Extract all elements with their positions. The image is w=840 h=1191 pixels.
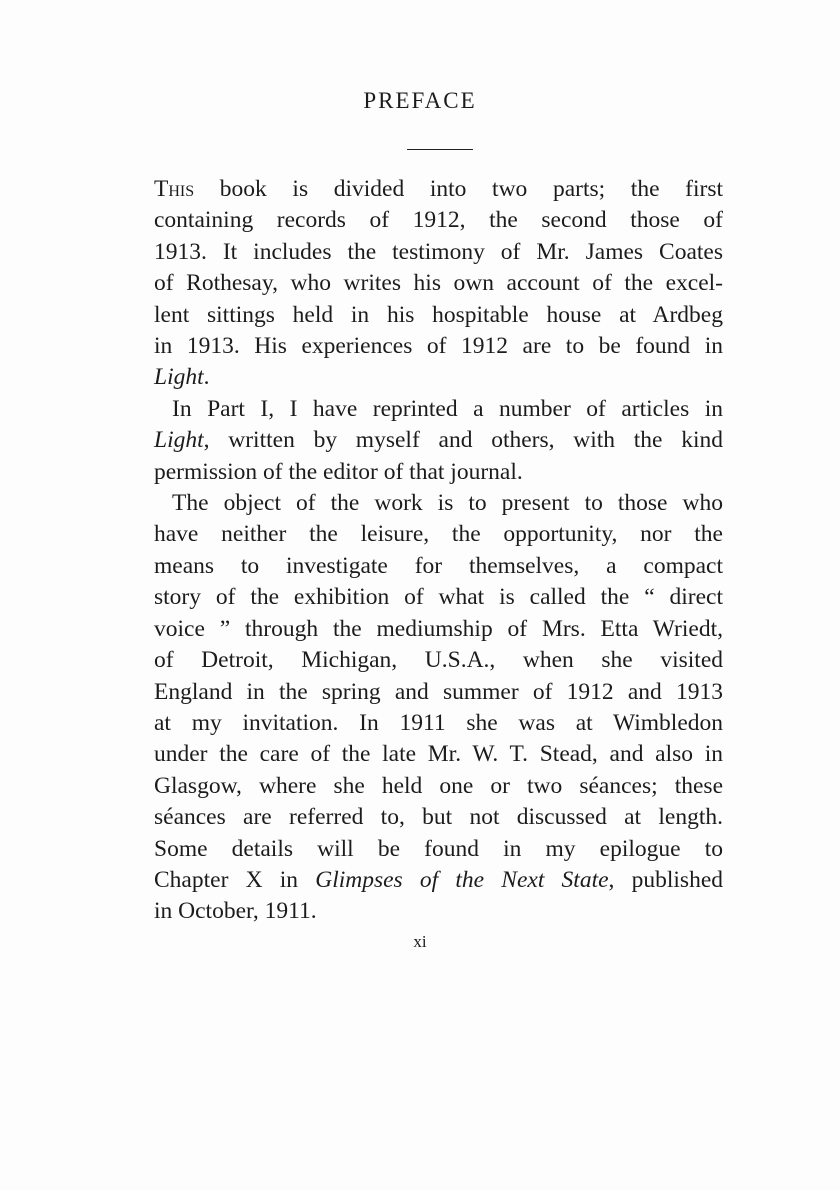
text-run: permission of the editor of that journal. xyxy=(154,458,523,485)
text-line xyxy=(154,394,723,425)
text-line xyxy=(154,645,723,676)
preface-body xyxy=(154,174,723,928)
text-line xyxy=(154,802,723,833)
italic-text: Light xyxy=(154,364,204,391)
text-line xyxy=(154,708,723,739)
text-run: , published xyxy=(608,866,724,893)
text-run: Glasgow, where she held one or two séances; these xyxy=(154,772,723,799)
text-run: lent sittings held in his hospitable house at Ardbeg xyxy=(154,301,723,328)
text-run: story of the exhibition of what is called the “ direct xyxy=(154,584,723,611)
text-run: means to investigate for themselves, a compact xyxy=(154,552,723,579)
paragraph xyxy=(154,174,723,394)
text-run: séances are referred to, but not discussed at length. xyxy=(154,804,723,831)
text-run: 1913. It includes the testimony of Mr. James Coates xyxy=(154,238,723,265)
text-line xyxy=(154,362,723,393)
text-line xyxy=(154,582,723,613)
text-run: under the care of the late Mr. W. T. Stead, and also in xyxy=(154,741,723,768)
text-line xyxy=(154,331,723,362)
text-run: at my invitation. In 1911 she was at Wimbledon xyxy=(154,709,723,736)
paragraph xyxy=(154,488,723,928)
text-run: , written by myself and others, with the kind xyxy=(203,427,723,454)
text-run: of Detroit, Michigan, U.S.A., when she visited xyxy=(154,647,723,674)
text-line xyxy=(154,174,723,205)
text-line xyxy=(154,677,723,708)
text-line xyxy=(154,268,723,299)
text-run: England in the spring and summer of 1912 and 1913 xyxy=(154,678,723,705)
text-run: containing records of 1912, the second those of xyxy=(154,207,723,234)
paragraph xyxy=(154,394,723,488)
text-line xyxy=(154,205,723,236)
text-run: In Part I, I have reprinted a number of articles in xyxy=(172,395,723,422)
text-line xyxy=(154,739,723,770)
page-number: xi xyxy=(413,932,427,951)
text-line xyxy=(154,865,723,896)
text-run: Chapter X in xyxy=(154,866,316,893)
text-line xyxy=(154,834,723,865)
text-line xyxy=(154,300,723,331)
text-line xyxy=(154,488,723,519)
text-run: . xyxy=(203,364,210,391)
text-line xyxy=(154,771,723,802)
text-run: voice ” through the mediumship of Mrs. Etta Wriedt, xyxy=(154,615,723,642)
text-line xyxy=(154,519,723,550)
text-line xyxy=(154,237,723,268)
text-run: of Rothesay, who writes his own account of the excel- xyxy=(154,270,723,297)
text-line xyxy=(154,551,723,582)
italic-text: Glimpses of the Next State xyxy=(315,866,609,893)
text-line xyxy=(154,457,723,488)
title-rule xyxy=(407,149,473,150)
text-run: The object of the work is to present to those who xyxy=(172,490,723,517)
text-run: in 1913. His experiences of 1912 are to be found in xyxy=(154,333,723,360)
text-run: Some details will be found in my epilogue to xyxy=(154,835,723,862)
text-run: have neither the leisure, the opportunity, nor the xyxy=(154,521,723,548)
text-run: in October, 1911. xyxy=(154,898,317,925)
text-run: This xyxy=(154,176,195,202)
text-line xyxy=(154,614,723,645)
text-line xyxy=(154,425,723,456)
italic-text: Light xyxy=(154,427,204,454)
text-run: book is divided into two parts; the first xyxy=(194,176,723,202)
text-line xyxy=(154,896,723,927)
page-title: PREFACE xyxy=(363,88,477,113)
